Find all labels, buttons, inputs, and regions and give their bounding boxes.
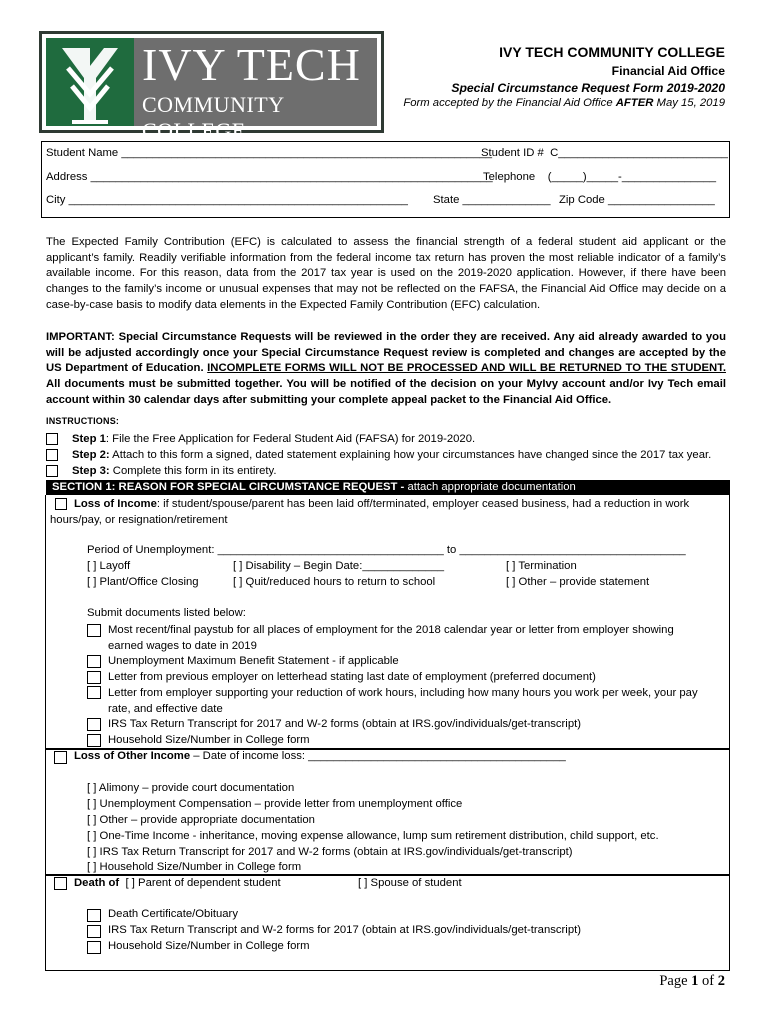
step-1: Step 1: File the Free Application for Federal Student Aid (FAFSA) for 2019-2020. (72, 433, 476, 445)
city-field[interactable]: City ______________________________________________________ (46, 194, 408, 206)
option-disability[interactable]: [ ] Disability – Begin Date:_____________ (233, 560, 445, 572)
logo-subtitle: COMMUNITY COLLEGE (142, 92, 284, 143)
loss-of-other-income-checkbox[interactable] (54, 751, 67, 764)
other-income-alimony[interactable]: [ ] Alimony – provide court documentation (87, 782, 295, 794)
other-income-household-size[interactable]: [ ] Household Size/Number in College form (87, 861, 302, 873)
step1-checkbox[interactable] (46, 433, 58, 445)
doc-previous-employer-letter: Letter from previous employer on letterhead stating last date of employment (preferred document) (108, 671, 596, 683)
death-doc-certificate: Death Certificate/Obituary (108, 908, 238, 920)
death-of-label: Death of [ ] Parent of dependent student (74, 877, 281, 889)
doc2-checkbox[interactable] (87, 655, 101, 668)
telephone-field[interactable]: Telephone (_____)_____-_______________ (483, 171, 717, 183)
student-id-field[interactable]: Student ID # C___________________________ (481, 147, 728, 159)
doc-paystub: Most recent/final paystub for all places of employment for the 2018 calendar year or letter from employer showing earned wages to date in 2019 (108, 624, 674, 652)
death-doc3-checkbox[interactable] (87, 941, 101, 954)
doc-reduced-hours-letter: Letter from employer supporting your reduction of work hours, including how many hours you work per week, your pay rate, and effective date (108, 687, 698, 715)
logo-title: IVY TECH (142, 39, 361, 90)
option-termination[interactable]: [ ] Termination (506, 560, 577, 572)
section1-header: SECTION 1: REASON FOR SPECIAL CIRCUMSTANCE REQUEST - attach appropriate documentation (46, 480, 730, 495)
death-doc-irs-transcript: IRS Tax Return Transcript and W-2 forms for 2017 (obtain at IRS.gov/individuals/get-transcript) (108, 924, 582, 936)
other-income-one-time[interactable]: [ ] One-Time Income - inheritance, moving expense allowance, lump sum retirement distribution, child support, etc. (87, 830, 659, 842)
step-3: Step 3: Complete this form in its entirety. (72, 465, 277, 477)
doc3-checkbox[interactable] (87, 671, 101, 684)
other-income-irs-transcript[interactable]: [ ] IRS Tax Return Transcript for 2017 and W-2 forms (obtain at IRS.gov/individuals/get-transcript) (87, 846, 573, 858)
death-spouse-option[interactable]: [ ] Spouse of student (358, 877, 462, 889)
submit-documents-heading: Submit documents listed below: (87, 607, 246, 619)
doc-household-size: Household Size/Number in College form (108, 734, 310, 746)
state-field[interactable]: State ______________ (433, 194, 551, 206)
step-2: Step 2: Attach to this form a signed, dated statement explaining how your circumstances have changed since the 2017 tax year. (72, 449, 712, 461)
loss-of-other-income-text[interactable]: Loss of Other Income – Date of income loss: _________________________________________ (74, 750, 566, 762)
option-other-statement[interactable]: [ ] Other – provide statement (506, 576, 650, 588)
step2-checkbox[interactable] (46, 449, 58, 461)
doc6-checkbox[interactable] (87, 734, 101, 747)
loss-of-income-text: Loss of Income: if student/spouse/parent has been laid off/terminated, employer ceased business, had a reduction in work hours/pay, or resignation/retirement (50, 498, 690, 526)
zip-field[interactable]: Zip Code _________________ (559, 194, 715, 206)
ivy-tech-logo (39, 31, 384, 143)
death-of-checkbox[interactable] (54, 877, 67, 890)
option-plant-closing[interactable]: [ ] Plant/Office Closing (87, 576, 199, 588)
death-doc-household-size: Household Size/Number in College form (108, 940, 310, 952)
doc-unemployment-statement: Unemployment Maximum Benefit Statement - if applicable (108, 655, 399, 667)
option-layoff[interactable]: [ ] Layoff (87, 560, 131, 572)
office-name: Financial Aid Office (611, 64, 725, 78)
ivy-leaf-icon (46, 38, 134, 126)
important-notice: IMPORTANT: Special Circumstance Requests will be reviewed in the order they are received. Any aid already awarded to you will be adjusted accordingly once your Special Circumstance Request review is completed and changes are accepted by the US Department of Education. INCOMPLETE FORMS WILL NOT BE PROCESSED AND WILL BE RETURNED TO THE STUDENT. All documents must be submitted together. You will be notified of the decision on your MyIvy account and/or Ivy Tech email account within 30 calendar days after submitting your complete appeal packet to the Financial Aid Office. (46, 331, 726, 406)
option-quit-reduced[interactable]: [ ] Quit/reduced hours to return to school (233, 576, 436, 588)
death-doc1-checkbox[interactable] (87, 909, 101, 922)
period-of-unemployment[interactable]: Period of Unemployment: ____________________________________ to ____________________________________ (87, 544, 686, 556)
other-income-other[interactable]: [ ] Other – provide appropriate documentation (87, 814, 315, 826)
form-title: Special Circumstance Request Form 2019-2020 (451, 81, 725, 95)
doc5-checkbox[interactable] (87, 718, 101, 731)
student-name-field[interactable]: Student Name ___________________________________________________________ (46, 147, 493, 159)
doc-irs-transcript: IRS Tax Return Transcript for 2017 and W-2 forms (obtain at IRS.gov/individuals/get-transcript) (108, 718, 582, 730)
doc4-checkbox[interactable] (87, 686, 101, 699)
other-income-unemployment[interactable]: [ ] Unemployment Compensation – provide letter from unemployment office (87, 798, 463, 810)
instructions-title: INSTRUCTIONS: (46, 416, 120, 426)
page-number: Page 1 of 2 (659, 973, 725, 989)
step3-checkbox[interactable] (46, 465, 58, 477)
address-field[interactable]: Address ________________________________________________________________ (46, 171, 493, 183)
doc1-checkbox[interactable] (87, 624, 101, 637)
efc-paragraph: The Expected Family Contribution (EFC) is calculated to assess the financial strength of a federal student aid applicant or the applicant’s family. Readily verifiable information from the federal income tax return has proven the most reliable indicator of a family’s available income. For this reason, data from the 2017 tax year is used on the 2019-2020 application. However, if there have been changes to the family’s income or unusual expenses that may not be reflected on the FAFSA, the Financial Aid Office may decide on a case-by-case basis to modify data elements in the Expected Family Contribution (EFC) calculation. (46, 236, 726, 311)
death-doc2-checkbox[interactable] (87, 925, 101, 938)
college-name: IVY TECH COMMUNITY COLLEGE (499, 44, 725, 60)
accepted-note: Form accepted by the Financial Aid Office AFTER May 15, 2019 (403, 97, 725, 109)
